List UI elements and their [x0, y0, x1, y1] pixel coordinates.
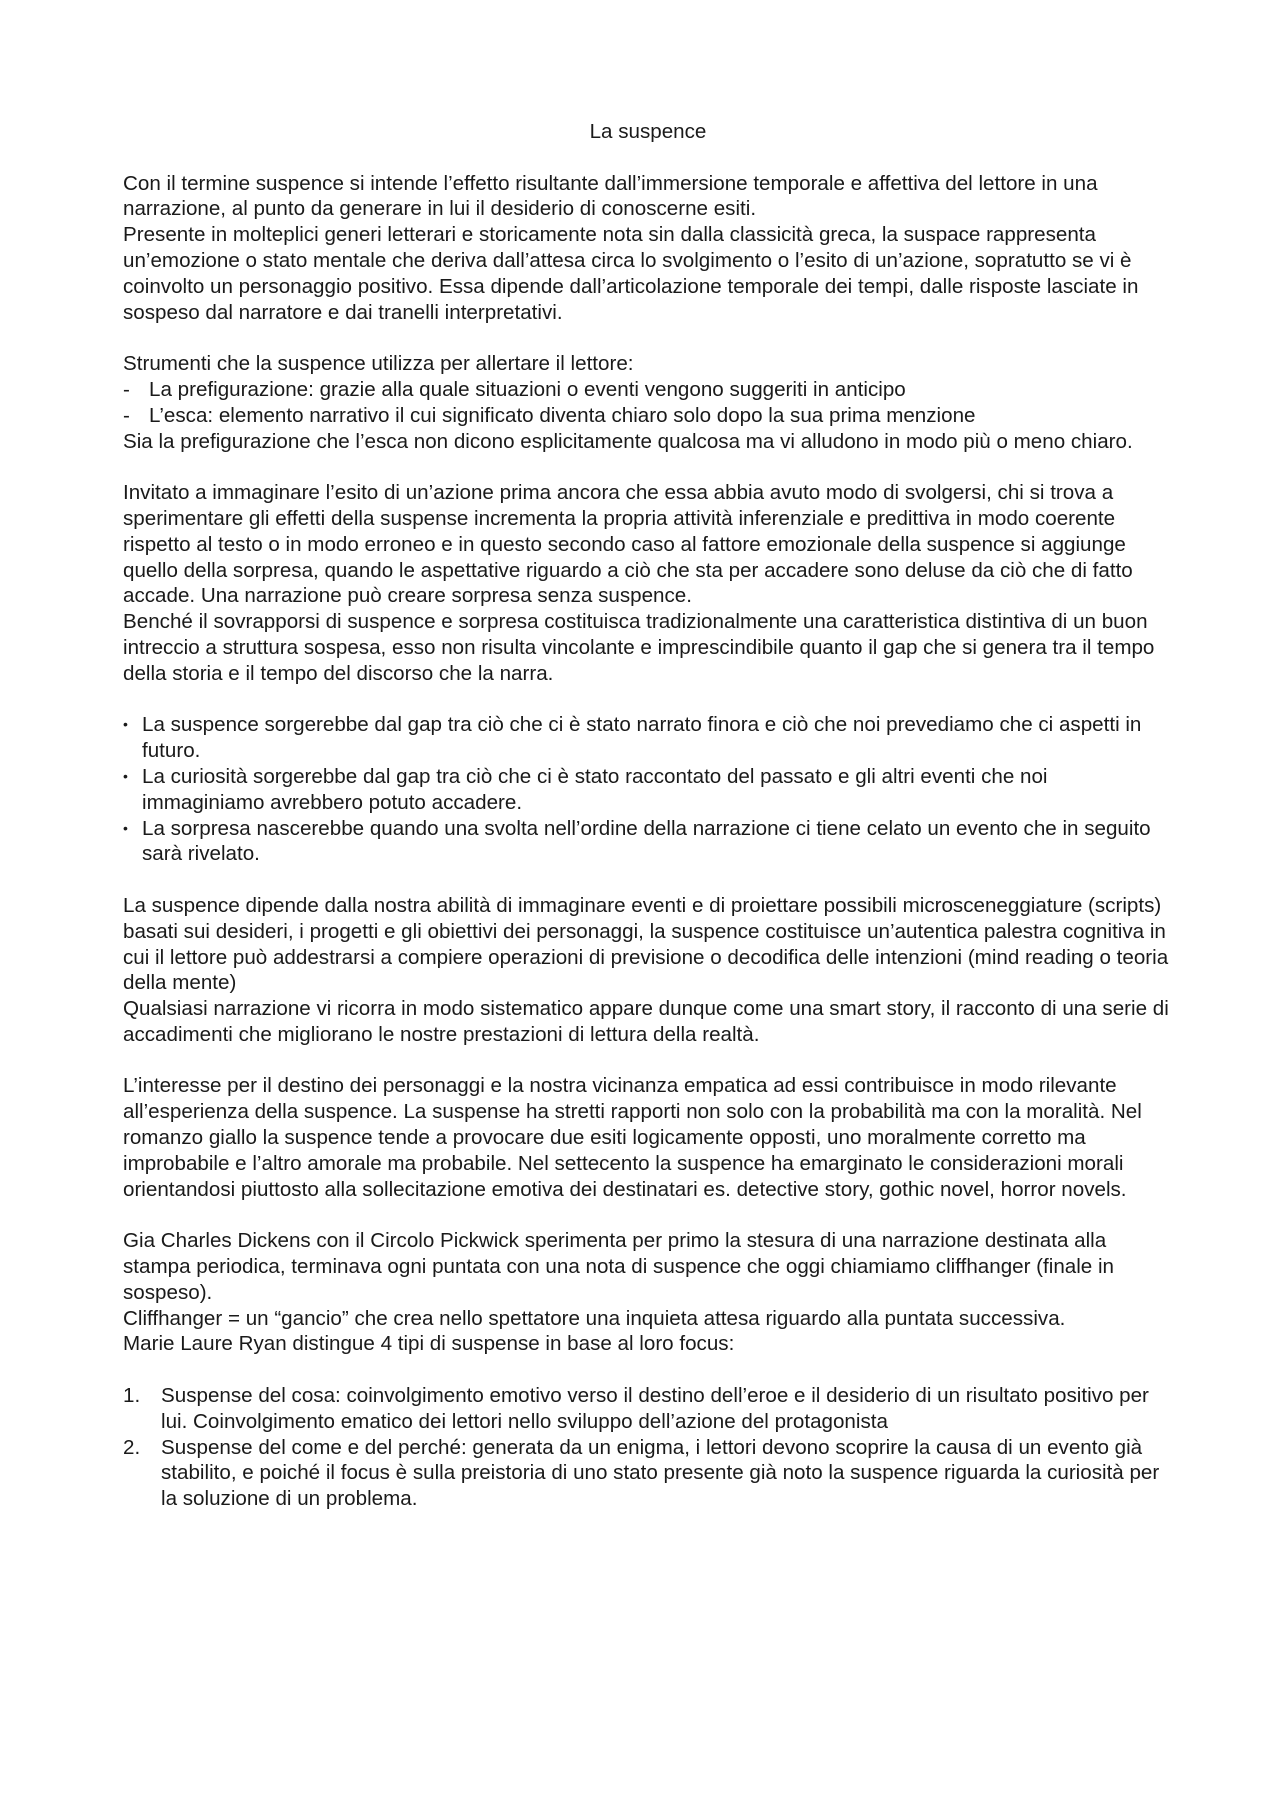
- numbered-text: Suspense del cosa: coinvolgimento emotivo verso il destino dell’eroe e il desiderio di un risultato positivo per lui. Coinvolgimento ematico dei lettori nello sviluppo dell’azione del protagonista: [161, 1384, 1149, 1433]
- bullet-marker: •: [123, 716, 128, 733]
- document-title: La suspence: [589, 120, 707, 143]
- paragraph-gap: [123, 687, 1173, 713]
- bullet-text: La sorpresa nascerebbe quando una svolta nell’ordine della narrazione ci tiene celato un evento che in seguito sarà rivelato.: [142, 816, 1151, 866]
- bullet-item: [123, 712, 1173, 764]
- paragraph-dickens: Gia Charles Dickens con il Circolo Pickwick sperimenta per primo la stesura di una narrazione destinata alla stampa periodica, terminava ogni puntata con una nota di suspence che oggi chiamiamo cliffhanger (finale in sospeso).: [123, 1229, 1115, 1304]
- list-item-text: L’esca: elemento narrativo il cui significato diventa chiaro solo dopo la sua prima menzione: [149, 403, 976, 427]
- paragraph-gap: [123, 325, 1173, 351]
- paragraph-gap: [123, 1357, 1173, 1383]
- bullet-item: [123, 764, 1173, 816]
- bullet-text: La curiosità sorgerebbe dal gap tra ciò che ci è stato raccontato del passato e gli altri eventi che noi immaginiamo avrebbero potuto accadere.: [142, 764, 1048, 814]
- list-item: [123, 403, 1173, 429]
- paragraph-gap: [123, 1202, 1173, 1228]
- list-item: [123, 377, 1173, 403]
- paragraph-ryan: Marie Laure Ryan distingue 4 tipi di suspense in base al loro focus:: [123, 1332, 735, 1356]
- paragraph-gap: [123, 867, 1173, 893]
- bullet-marker: •: [123, 819, 128, 836]
- numbered-item: [123, 1383, 1173, 1435]
- dash-marker: -: [123, 377, 130, 401]
- paragraph-gap: [123, 1048, 1173, 1074]
- number-marker: 1.: [123, 1384, 141, 1408]
- paragraph-definition: Con il termine suspence si intende l’effetto risultante dall’immersione temporale e affettiva del lettore in una narrazione, al punto da generare in lui il desiderio di conoscerne esiti.: [123, 171, 1098, 221]
- paragraph-gap: [123, 454, 1173, 480]
- paragraph-tools-outro: Sia la prefigurazione che l’esca non dicono esplicitamente qualcosa ma vi alludono in modo più o meno chiaro.: [123, 429, 1133, 453]
- paragraph-inference: Invitato a immaginare l’esito di un’azione prima ancora che essa abbia avuto modo di svolgersi, chi si trova a sperimentare gli effetti della suspense incrementa la propria attività inferenziale e predittiva in modo coerente rispetto al testo o in modo erroneo e in questo secondo caso al fattore emozionale della suspence si aggiunge quello della sorpresa, quando le aspettative riguardo a ciò che sta per accadere sono deluse da ciò che di fatto accade. Una narrazione può creare sorpresa senza suspence.: [123, 481, 1133, 608]
- number-marker: 2.: [123, 1435, 141, 1459]
- list-item-text: La prefigurazione: grazie alla quale situazioni o eventi vengono suggeriti in anticipo: [149, 377, 906, 401]
- document-page: [123, 119, 1173, 1512]
- numbered-text: Suspense del come e del perché: generata da un enigma, i lettori devono scoprire la causa di un evento già stabilito, e poiché il focus è sulla preistoria di uno stato presente già noto la suspence riguarda la curiosità per la soluzione di un problema.: [161, 1435, 1160, 1511]
- paragraph-tools-intro: Strumenti che la suspence utilizza per allertare il lettore:: [123, 352, 634, 376]
- paragraph-smart-story: Qualsiasi narrazione vi ricorra in modo sistematico appare dunque come una smart story, il racconto di una serie di accadimenti che migliorano le nostre prestazioni di lettura della realtà.: [123, 997, 1169, 1046]
- paragraph-morality: L’interesse per il destino dei personaggi e la nostra vicinanza empatica ad essi contribuisce in modo rilevante all’esperienza della suspence. La suspense ha stretti rapporti non solo con la probabilità ma con la moralità. Nel romanzo giallo la suspence tende a provocare due esiti logicamente opposti, uno moralmente corretto ma improbabile e l’altro amorale ma probabile. Nel settecento la suspence ha emarginato le considerazioni morali orientandosi piuttosto alla sollecitazione emotiva dei destinatari es. detective story, gothic novel, horror novels.: [123, 1074, 1142, 1201]
- paragraph-scripts: La suspence dipende dalla nostra abilità di immaginare eventi e di proiettare possibili microsceneggiature (scripts) basati sui desideri, i progetti e gli obiettivi dei personaggi, la suspence costituisce un’autentica palestra cognitiva in cui il lettore può addestrarsi a compiere operazioni di previsione o decodifica delle intenzioni (mind reading o teoria della mente): [123, 893, 1169, 995]
- bullet-text: La suspence sorgerebbe dal gap tra ciò che ci è stato narrato finora e ciò che noi prevediamo che ci aspetti in futuro.: [142, 713, 1142, 763]
- bullet-marker: •: [123, 767, 128, 784]
- paragraph-definition-cont: Presente in molteplici generi letterari e storicamente nota sin dalla classicità greca, la suspace rappresenta un’emozione o stato mentale che deriva dall’attesa circa lo svolgimento o l’esito di un’azione, sopratutto se vi è coinvolto un personaggio positivo. Essa dipende dall’articolazione temporale dei tempi, dalle risposte lasciate in sospeso dal narratore e dai tranelli interpretativi.: [123, 223, 1139, 324]
- dash-marker: -: [123, 403, 130, 427]
- numbered-item: [123, 1435, 1173, 1512]
- paragraph-inference-cont: Benché il sovrapporsi di suspence e sorpresa costituisca tradizionalmente una caratteristica distintiva di un buon intreccio a struttura sospesa, esso non risulta vincolante e imprescindibile quanto il gap che si genera tra il tempo della storia e il tempo del discorso che la narra.: [123, 610, 1155, 685]
- bullet-item: [123, 816, 1173, 868]
- paragraph-cliffhanger: Cliffhanger = un “gancio” che crea nello spettatore una inquieta attesa riguardo alla puntata successiva.: [123, 1306, 1066, 1330]
